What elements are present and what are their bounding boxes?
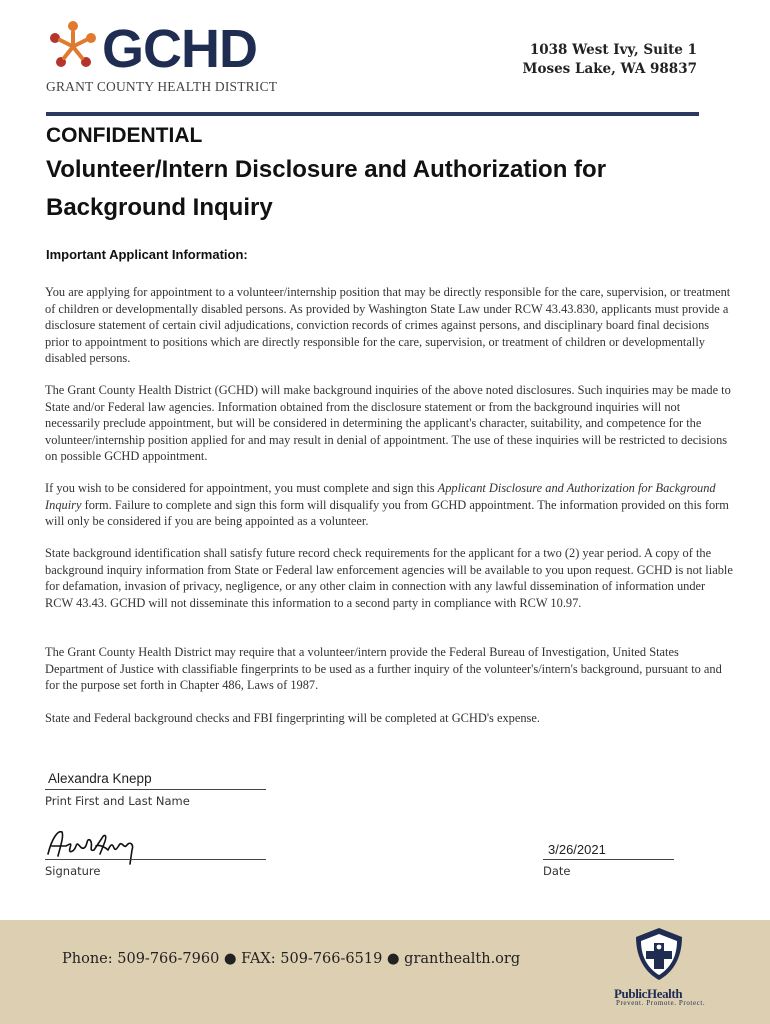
- footer-contact-line: Phone: 509-766-7960 ● FAX: 509-766-6519 ● granthealth.org: [62, 951, 521, 967]
- page-title: [46, 151, 746, 227]
- paragraph-3: [45, 480, 735, 530]
- name-field-label: Print First and Last Name: [45, 794, 190, 808]
- important-heading: Important Applicant Information:: [46, 247, 248, 262]
- date-field-line: [543, 859, 674, 860]
- logo-wordmark: GCHD: [102, 19, 257, 79]
- name-field-value[interactable]: Alexandra Knepp: [48, 771, 152, 786]
- signature-field-line: [45, 859, 266, 860]
- public-health-badge-tagline: Prevent. Promote. Protect.: [616, 999, 706, 1007]
- logo-subtitle: GRANT COUNTY HEALTH DISTRICT: [46, 79, 278, 94]
- paragraph-1: You are applying for appointment to a volunteer/internship position that may be directly responsible for the care, supervision, or treatment of children or developmentally disabled persons. As provided by Washington State Law under RCW 43.43.830, applicants must provide a disclosure statement of certain civil adjudications, conviction records of crimes against persons, and disciplinary board final decisions prior to appointment to positions which are directly responsible for the care, supervision, or treatment of children or developmentally disabled persons.: [45, 285, 731, 365]
- paragraph-6: State and Federal background checks and FBI fingerprinting will be completed at GCHD's expense.: [45, 711, 540, 725]
- gchd-logo-mark-icon: [44, 16, 102, 74]
- date-field-label: Date: [543, 864, 571, 878]
- signature-field-label: Signature: [45, 864, 101, 878]
- paragraph-2: The Grant County Health District (GCHD) will make background inquiries of the above noted disclosures. Such inquiries may be made to State and/or Federal law agencies. Information obtained from the disclosure statement or from the background inquiries will not necessarily preclude appointment, but will be considered in determining the applicant's character, suitability, and competence for the volunteer/internship position applied for and may result in denial of appointment. The use of these inquiries will be restricted to decisions on possible GCHD appointment.: [45, 383, 731, 463]
- name-field-line: [45, 789, 266, 790]
- title-line-1: Volunteer/Intern Disclosure and Authorization for: [46, 156, 607, 183]
- handwritten-signature-image[interactable]: [44, 824, 144, 868]
- date-field-value[interactable]: 3/26/2021: [548, 842, 606, 857]
- address-block: [523, 41, 697, 79]
- address-line-1: 1038 West Ivy, Suite 1: [529, 42, 697, 58]
- header-divider: [46, 112, 699, 116]
- public-health-shield-icon: [630, 925, 688, 983]
- paragraph-5: The Grant County Health District may require that a volunteer/intern provide the Federal Bureau of Investigation, United States Department of Justice with classifiable fingerprints to be used as a further inquiry of the volunteer's/intern's background, pursuant to and for the purpose set forth in Chapter 486, Laws of 1987.: [45, 645, 722, 692]
- paragraph-3-text-a: If you wish to be considered for appointment, you must complete and sign this: [45, 481, 438, 495]
- public-health-badge-title: PublicHealth: [614, 986, 683, 1001]
- title-line-2: Background Inquiry: [46, 194, 273, 221]
- paragraph-3-form-title: Applicant Disclosure and Authorization for Background Inquiry: [45, 481, 716, 512]
- confidential-label: CONFIDENTIAL: [46, 124, 203, 147]
- address-line-2: Moses Lake, WA 98837: [522, 61, 697, 77]
- paragraph-4: State background identification shall satisfy future record check requirements for the applicant for a two (2) year period. A copy of the background inquiry information from State or Federal law enforcement agencies will be available to you upon request. GCHD is not liable for defamation, invasion of privacy, negligence, or any other claim in connection with any lawful dissemination of information under RCW 43.43. GCHD will not disseminate this information to a second party in compliance with RCW 10.97.: [45, 546, 733, 610]
- paragraph-3-text-b: form. Failure to complete and sign this form will disqualify you from GCHD appointment. The information provided on this form will only be considered if you are being appointed as a volunteer.: [45, 497, 729, 528]
